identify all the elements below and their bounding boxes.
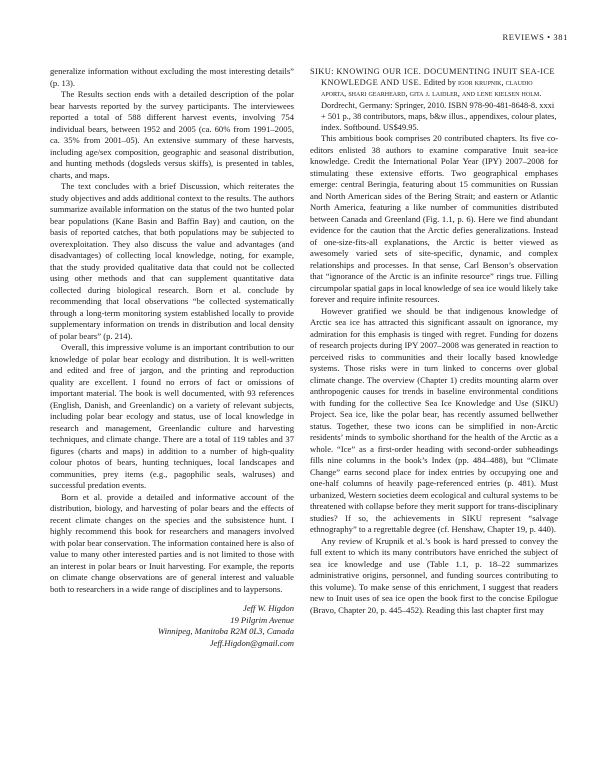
paragraph: This ambitious book comprises 20 contributed chapters. Its five co-editors enlisted 38 authors to examine comparative Inuit sea-ice knowledge. Credit the International Polar Year (IPY) 2007–2008 for stimulating these extensive efforts. Two geographical emphases emerge: central Beringia, featuring about 15 communities on Russian and North American sides of the Bering Strait; and eastern or Atlantic North America, featuring a like number of communities distributed between Canada and Greenland (Fig. 1.1, p. 6). Here we find abundant evidence for the caution that the Arctic defies generalizations. Instead of one-size-fits-all explanations, the Arctic is better viewed as awesomely varied sets of site-specific, dynamic, and complex relationships and processes. In that sense, Carl Benson’s observation that “ignorance of the Arctic is an infinite resource” rings true. Filling circumpolar spatial gaps in local knowledge of sea ice would likely take forever and require infinite resources. [310, 133, 558, 305]
paragraph: However gratified we should be that indigenous knowledge of Arctic sea ice has attracted this significant assault on ignorance, my admiration for this emphasis is tinged with regret. Funding for dozens of research projects during IPY 2007–2008 was generated in reaction to perceived risks to communities and their locally based knowledge systems. Those risks were in turn linked to concerns over global climate change. The overview (Chapter 1) credits mounting alarm over anthropogenic causes for trends in baseline environmental conditions with funding for the collective Sea Ice Knowledge and Use (SIKU) Project. Sea ice, like the polar bear, has recently assumed bellwether status. Together, these two icons can be simplified in non-Arctic residents’ minds to symbolic shorthand for the health of the Arctic as a whole. “Ice” as a first-order heading with second-order subheadings fills nine columns in the book’s Index (pp. 484–488), but “Climate Change” earns second place for index entries by occupying one and one-half columns of heavily page-referenced entries (p. 481). Must urbanized, Western societies deem ecological and cultural systems to be threatened with collapse before they merit support for trans-disciplinary studies? If so, the achievements in SIKU represent “salvage ethnography” to a regrettable degree (cf. Henshaw, Chapter 19, p. 440). [310, 305, 558, 535]
reviewer-city: Winnipeg, Manitoba R2M 0L3, Canada [157, 626, 294, 636]
book-title: SIKU: KNOWING OUR ICE. DOCUMENTING INUIT SEA-ICE KNOWLEDGE AND USE. [310, 67, 555, 88]
book-details: Dordrecht, Germany: Springer, 2010. ISBN 978-90-481-8648-8. xxxi + 501 p., 38 contributors, maps, b&w illus., appendixes, colour plates, index. Softbound. US$49.95. [321, 100, 557, 133]
paragraph: generalize information without excluding the most interesting details” (p. 13). [50, 66, 294, 88]
paragraph: Born et al. provide a detailed and informative account of the distribution, biology, and harvesting of polar bears and the effects of recent climate changes on the species and the subsistence hunt. I highly recommend this book for researchers and managers involved with polar bear conservation. The information contained here is also of value to many other interested parties and is not limited to those with an interest in polar bears or Inuit harvesting. For example, the reports on climate change observations are of general interest and valuable both to researchers in a wide range of disciplines and to laypersons. [50, 491, 294, 594]
right-column [310, 66, 558, 616]
running-head: REVIEWS • 381 [502, 32, 568, 42]
paragraph: Overall, this impressive volume is an important contribution to our knowledge of polar bear ecology and distribution. It is well-written and edited and free of jargon, and the printing and reproduction quality are excellent. I found no errors of fact or omissions of important material. The book is well documented, with 93 references (English, Danish, and Greenlandic) on a variety of relevant subjects, including polar bear ecology and status, use of local knowledge in research and management, Greenlandic culture and harvesting techniques, and climate change. There are a total of 119 tables and 37 figures (charts and maps) in addition to a number of high-quality colour photos of bears, hunting techniques, local landscapes and communities, prey items (e.g., pagophilic seals, walruses) and successful predation events. [50, 342, 294, 490]
left-column [50, 66, 294, 649]
reviewer-name: Jeff W. Higdon [243, 603, 294, 613]
reviewer-signature [50, 603, 294, 649]
reviewer-email[interactable]: Jeff.Higdon@gmail.com [209, 637, 294, 648]
reviewer-street: 19 Pilgrim Avenue [230, 614, 294, 625]
book-editors: igor krupnik, claudio aporta, shari gearheard, gita j. laidler, and lene kielsen holm. [321, 78, 542, 99]
paragraph: The Results section ends with a detailed description of the polar bear harvests reported by the survey participants. The interviewees reported a total of 588 different harvest events, involving 754 individual bears, between 1952 and 2005 (ca. 60% from 1991–2005, ca. 35% from 2001–05). An extensive summary of these harvests, including age/sex composition, geographic and seasonal distribution, and hunting methods (dogsleds versus skiffs), is presented in tables, charts, and maps. [50, 89, 294, 180]
book-citation [310, 66, 558, 133]
edited-by-label: Edited by [423, 78, 456, 88]
paragraph: The text concludes with a brief Discussion, which reiterates the study objectives and adds additional context to the results. The authors summarize available information on the status of the two hunted polar bear populations (Kane Basin and Baffin Bay) and caution, on the basis of reported catches, that both populations may be subjected to overexploitation. They also discuss the value and advantages (and disadvantages) of collecting local knowledge, noting, for example, that the study provided qualitative data that could not be collected using other methods and that can supplement quantitative data collected during biological research. Born et al. conclude by recommending that local observations “be collected systematically through a long-term monitoring system established locally to provide supplementary information on trends in distribution and local density of polar bears” (p. 214). [50, 181, 294, 341]
paragraph: Any review of Krupnik et al.’s book is hard pressed to convey the full extent to which its many contributors have enriched the subject of sea ice knowledge and use (Table 1.1, p. 18–22 summarizes administrative origins, personnel, and funding sources contributing to this volume). To make sense of this enrichment, I suggest that readers new to Inuit uses of sea ice open the book first to the concise Epilogue (Bravo, Chapter 20, p. 445–452). Reading this last chapter first may [310, 535, 558, 615]
